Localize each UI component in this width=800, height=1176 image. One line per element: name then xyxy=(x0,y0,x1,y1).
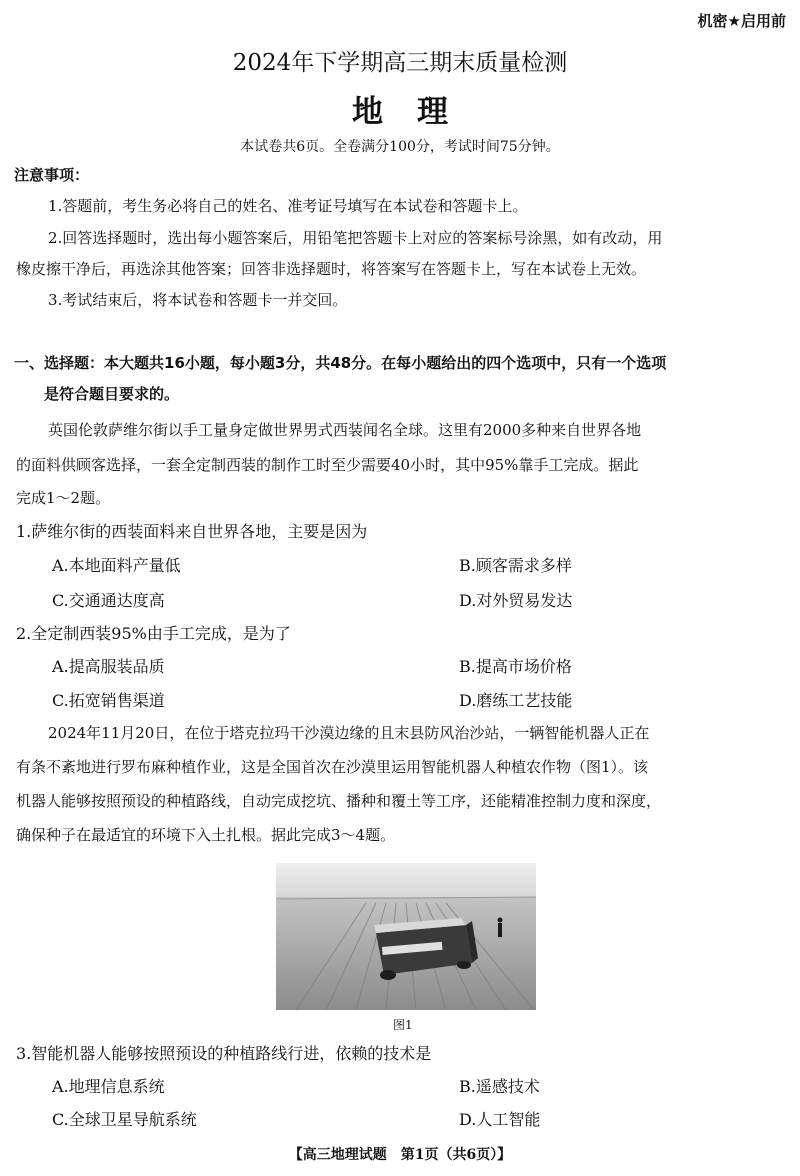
note-line: 2.回答选择题时，选出每小题答案后，用铅笔把答题卡上对应的答案标号涂黑，如有改动，用 xyxy=(48,229,663,247)
section-heading: 一、选择题：本大题共16小题，每小题3分，共48分。在每小题给出的四个选项中，只有一个选项 xyxy=(14,354,667,372)
question-3-option-c: C.全球卫星导航系统 xyxy=(52,1110,197,1129)
figure-caption: 图1 xyxy=(393,1018,413,1032)
passage-line: 英国伦敦萨维尔街以手工量身定做世界男式西装闻名全球。这里有2000多种来自世界各地 xyxy=(48,421,642,439)
confidential-label: 机密★启用前 xyxy=(697,12,786,30)
question-1-option-c: C.交通通达度高 xyxy=(52,591,165,610)
question-1-option-d: D.对外贸易发达 xyxy=(459,591,573,610)
section-heading-cont: 是符合题目要求的。 xyxy=(44,385,180,403)
question-2-stem: 2.全定制西装95%由手工完成，是为了 xyxy=(16,624,291,643)
figure-robot-photo xyxy=(276,863,536,1010)
question-2-option-c: C.拓宽销售渠道 xyxy=(52,691,165,710)
passage-line: 有条不紊地进行罗布麻种植作业，这是全国首次在沙漠里运用智能机器人种植农作物（图1）。该 xyxy=(16,758,649,776)
subject-title: 地理 xyxy=(352,94,482,130)
note-line: 3.考试结束后，将本试卷和答题卡一并交回。 xyxy=(48,291,348,309)
question-3-option-a: A.地理信息系统 xyxy=(52,1077,165,1096)
question-2-option-d: D.磨练工艺技能 xyxy=(459,691,573,710)
note-line: 橡皮擦干净后，再选涂其他答案；回答非选择题时，将答案写在答题卡上，写在本试卷上无效。 xyxy=(16,260,647,278)
question-2-option-b: B.提高市场价格 xyxy=(459,657,572,676)
question-1-stem: 1.萨维尔街的西装面料来自世界各地，主要是因为 xyxy=(16,522,368,541)
question-3-stem: 3.智能机器人能够按照预设的种植路线行进，依赖的技术是 xyxy=(16,1044,432,1063)
passage-line: 的面料供顾客选择，一套全定制西装的制作工时至少需要40小时，其中95%靠手工完成。据此 xyxy=(16,456,639,474)
passage-line: 确保种子在最适宜的环境下入土扎根。据此完成3～4题。 xyxy=(16,826,396,844)
exam-info: 本试卷共6页。全卷满分100分，考试时间75分钟。 xyxy=(240,139,560,155)
exam-title: 2024年下学期高三期末质量检测 xyxy=(232,50,568,76)
person-figure xyxy=(498,918,503,938)
notes-heading: 注意事项： xyxy=(14,166,90,184)
page-footer: 【高三地理试题 第1页（共6页）】 xyxy=(288,1147,512,1163)
question-3-option-d: D.人工智能 xyxy=(459,1110,541,1129)
passage-line: 完成1～2题。 xyxy=(16,489,111,507)
question-3-option-b: B.遥感技术 xyxy=(459,1077,540,1096)
question-1-option-a: A.本地面料产量低 xyxy=(52,556,181,575)
question-1-option-b: B.顾客需求多样 xyxy=(459,556,572,575)
passage-line: 机器人能够按照预设的种植路线，自动完成挖坑、播种和覆土等工序，还能精准控制力度和深度， xyxy=(16,792,662,810)
desert-robot-illustration xyxy=(276,863,536,1010)
passage-line: 2024年11月20日，在位于塔克拉玛干沙漠边缘的且末县防风治沙站，一辆智能机器人正在 xyxy=(48,724,650,742)
question-2-option-a: A.提高服装品质 xyxy=(52,657,165,676)
note-line: 1.答题前，考生务必将自己的姓名、准考证号填写在本试卷和答题卡上。 xyxy=(48,197,528,215)
